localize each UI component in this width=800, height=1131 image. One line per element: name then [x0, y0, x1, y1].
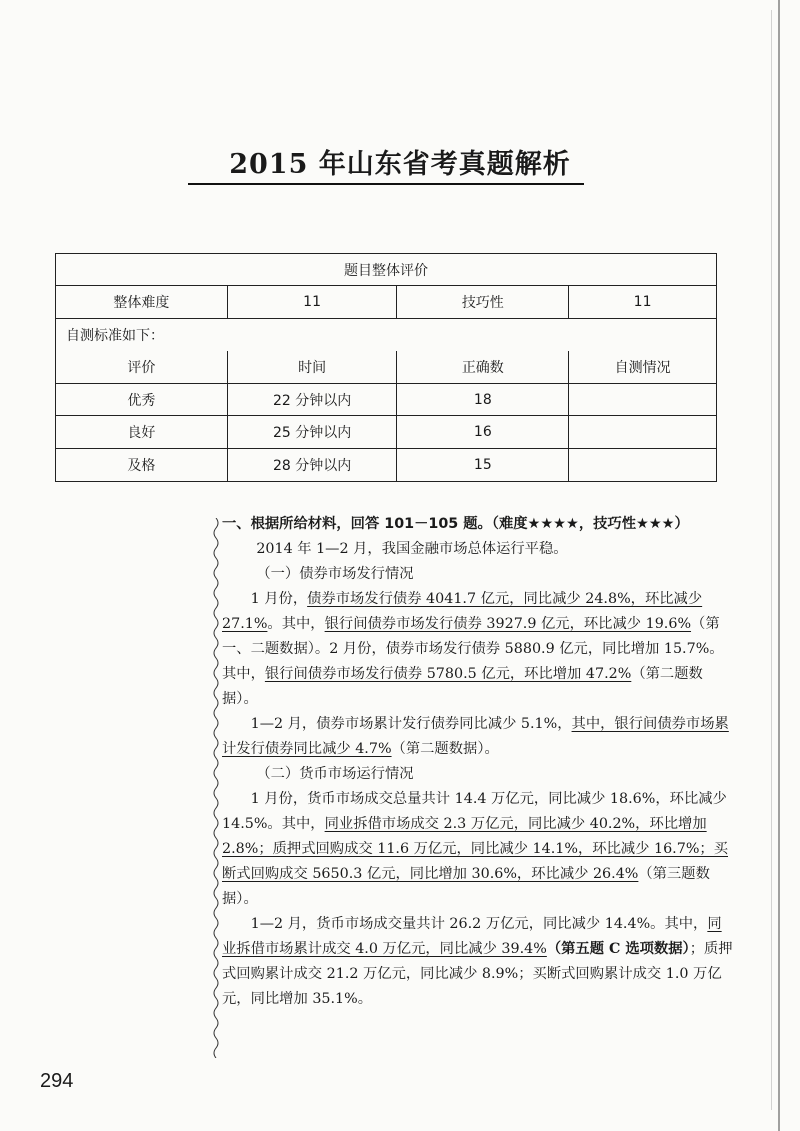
question-suffix: ） [674, 516, 689, 532]
column-header: 自测情况 [569, 351, 717, 384]
table-row [56, 416, 717, 449]
grade-cell: 良好 [56, 416, 228, 449]
paragraph-money-cumulative [222, 912, 734, 1012]
table-header: 题目整体评价 [56, 254, 717, 286]
skill-value: 11 [569, 286, 717, 319]
text-span: 1—2 月，债券市场累计发行债券同比减少 5.1%， [250, 716, 572, 732]
table-row [56, 449, 717, 482]
skill-label: 技巧性 [397, 286, 569, 319]
text-span: （第一、二题数据）。2 月份，债券市场发行债券 5880.9 亿元，同比增加 15.7%。其中， [222, 616, 724, 682]
time-cell: 28 分钟以内 [227, 449, 397, 482]
difficulty-value: 11 [227, 286, 397, 319]
correct-cell: 15 [397, 449, 569, 482]
underlined-text: 银行间债券市场发行债券 3927.9 亿元，环比减少 19.6% [324, 616, 692, 632]
difficulty-label: 整体难度 [56, 286, 228, 319]
question-heading [222, 512, 734, 537]
paragraph-bonds-cumulative [222, 712, 734, 762]
section-heading-money: （二）货币市场运行情况 [256, 766, 414, 782]
column-header: 正确数 [397, 351, 569, 384]
correct-cell: 18 [397, 384, 569, 416]
column-header: 时间 [227, 351, 397, 384]
skill-stars: ★★★ [636, 516, 675, 532]
correct-cell: 16 [397, 416, 569, 449]
underlined-text: 同业拆借市场累计成交 4.0 万亿元，同比减少 39.4% [222, 916, 722, 957]
question-content [222, 512, 734, 1012]
time-cell: 22 分钟以内 [227, 384, 397, 416]
self-check-cell [569, 416, 717, 449]
text-span: 。其中， [267, 616, 325, 632]
evaluation-table [55, 253, 717, 482]
table-row [56, 384, 717, 416]
title-underline [188, 183, 584, 185]
text-span: （第三题数据）。 [222, 866, 710, 907]
text-span: 1 月份， [250, 591, 308, 607]
underlined-text: 其中，银行间债券市场累计发行债券同比减少 4.7% [222, 716, 729, 757]
bold-text: （第五题 C 选项数据） [546, 941, 690, 957]
underlined-text: 银行间债券市场发行债券 5780.5 亿元，环比增加 47.2% [264, 666, 632, 682]
underlined-text: 债券市场发行债券 4041.7 亿元，同比减少 24.8%，环比减少 27.1% [222, 591, 703, 632]
text-span: （第二题数据）。 [222, 666, 703, 707]
question-prefix: 一、根据所给材料，回答 101－105 题。（难度 [222, 516, 528, 532]
paragraph-intro: 2014 年 1—2 月，我国金融市场总体运行平稳。 [256, 541, 568, 557]
text-span: （第二题数据）。 [391, 741, 499, 757]
grade-cell: 及格 [56, 449, 228, 482]
time-cell: 25 分钟以内 [227, 416, 397, 449]
column-header: 评价 [56, 351, 228, 384]
table-note: 自测标准如下： [56, 319, 717, 351]
paragraph-bonds-monthly [222, 587, 734, 712]
wavy-margin-line [212, 518, 220, 1058]
self-check-cell [569, 384, 717, 416]
page-number: 294 [40, 1070, 74, 1092]
self-check-cell [569, 449, 717, 482]
difficulty-stars: ★★★★ [527, 516, 579, 532]
skill-label-text: ，技巧性 [578, 516, 637, 532]
paragraph-money-monthly [222, 787, 734, 912]
page-title: 2015 年山东省考真题解析 [229, 149, 571, 180]
grade-cell: 优秀 [56, 384, 228, 416]
underlined-text: 同业拆借市场成交 2.3 万亿元，同比减少 40.2%，环比增加 2.8%；质押式回购成交 11.6 万亿元，同比减少 14.1%，环比减少 16.7%；买断式回购成交 5650.3 亿元，同比增加 30.6%，环比减少 26.4% [222, 816, 728, 882]
section-heading-bonds: （一）债券市场发行情况 [256, 566, 414, 582]
text-span: 1 月份，货币市场成交总量共计 14.4 万亿元，同比减少 18.6%，环比减少 14.5%。其中， [222, 791, 727, 832]
text-span: ；质押式回购累计成交 21.2 万亿元，同比减少 8.9%；买断式回购累计成交 1.0 万亿元，同比增加 35.1%。 [222, 941, 733, 1007]
text-span: 1—2 月，货币市场成交量共计 26.2 万亿元，同比减少 14.4%。其中， [250, 916, 708, 932]
